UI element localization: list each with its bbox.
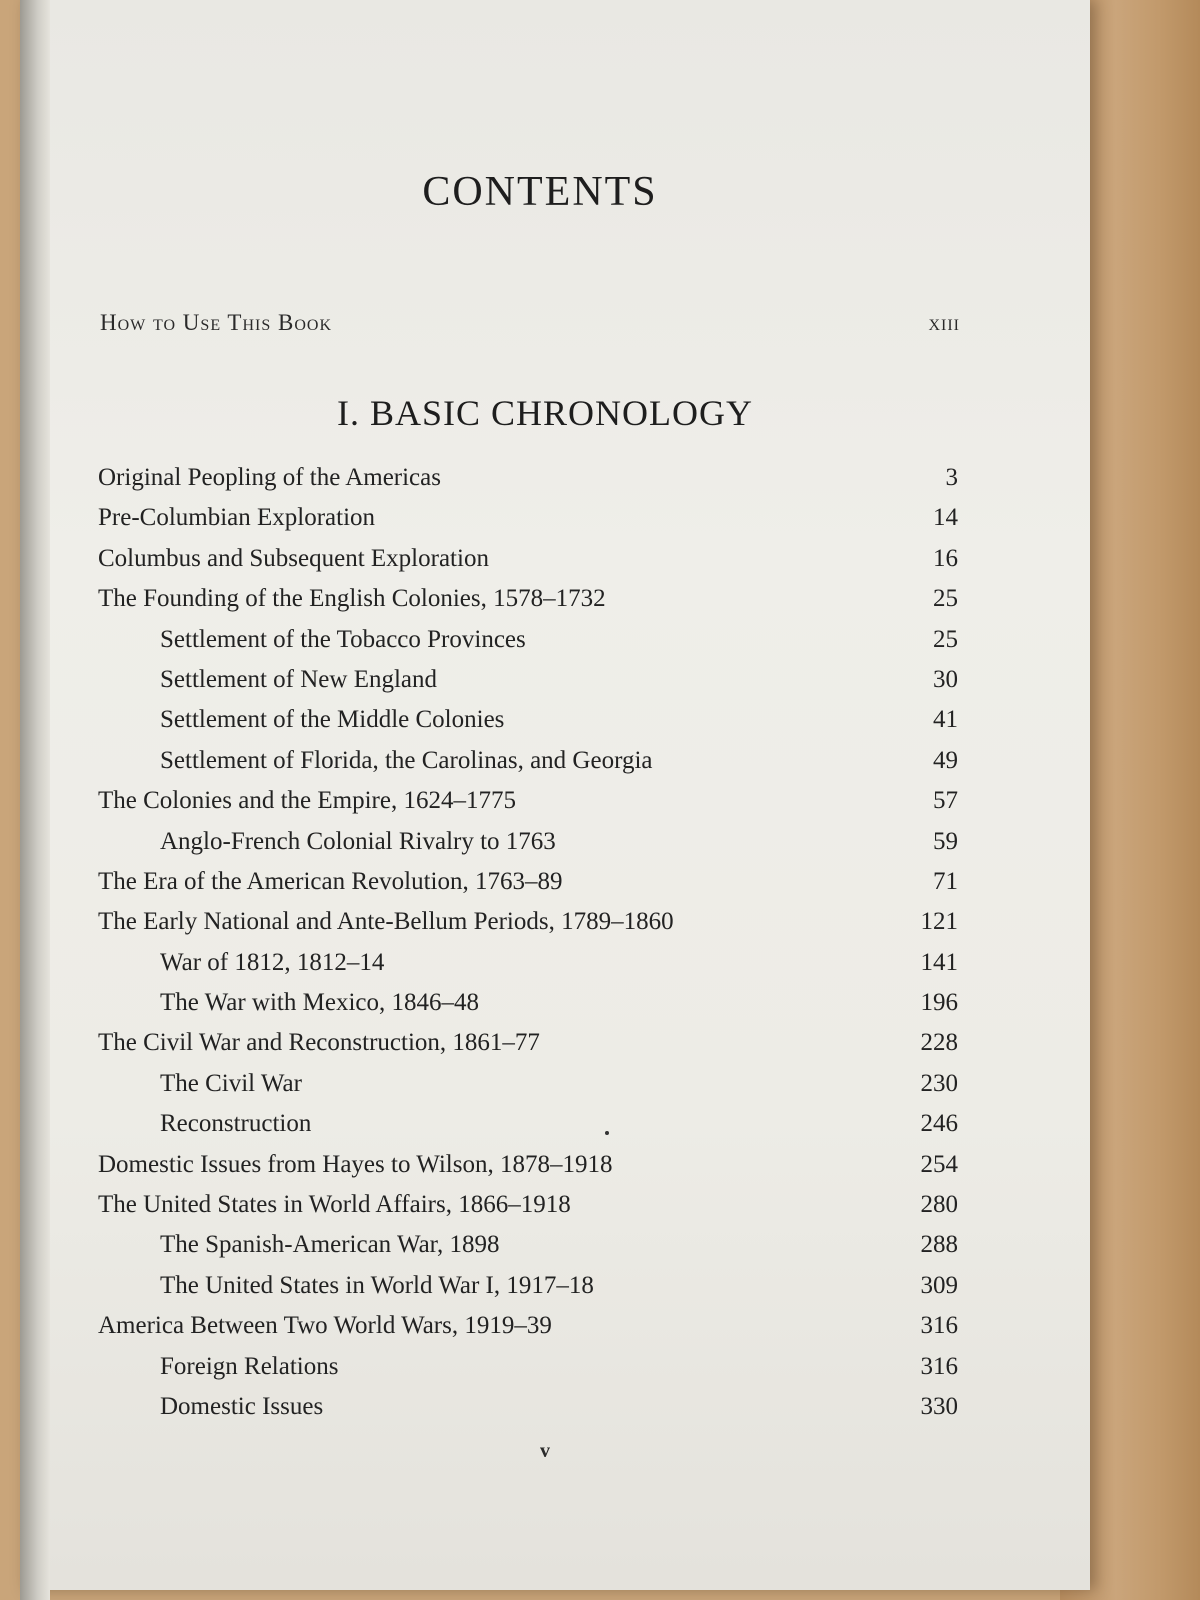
entry-page-number: 254 bbox=[920, 1150, 958, 1178]
contents-entry[interactable] bbox=[98, 458, 958, 498]
page-gutter-shadow bbox=[20, 0, 50, 1600]
contents-subentry[interactable] bbox=[98, 660, 958, 700]
entry-title: The Colonies and the Empire, 1624–1775 bbox=[98, 787, 516, 815]
contents-subentry[interactable] bbox=[98, 620, 958, 660]
entry-page-number: 121 bbox=[920, 908, 958, 936]
contents-subentry[interactable] bbox=[98, 943, 958, 983]
how-to-use-page: xiii bbox=[928, 310, 960, 335]
entry-page-number: 14 bbox=[933, 504, 958, 532]
entry-title: The Founding of the English Colonies, 1578–1732 bbox=[98, 585, 606, 613]
entry-page-number: 309 bbox=[920, 1271, 958, 1299]
entry-page-number: 330 bbox=[920, 1392, 958, 1420]
entry-title: The Civil War bbox=[160, 1069, 302, 1097]
entry-title: The United States in World War I, 1917–18 bbox=[160, 1271, 594, 1299]
contents-subentry[interactable] bbox=[98, 983, 958, 1023]
entry-page-number: 316 bbox=[920, 1352, 958, 1380]
entry-title: Settlement of the Tobacco Provinces bbox=[160, 625, 526, 653]
entry-title: Domestic Issues from Hayes to Wilson, 1878–1918 bbox=[98, 1150, 613, 1178]
entry-title: Foreign Relations bbox=[160, 1352, 339, 1380]
entry-page-number: 280 bbox=[920, 1191, 958, 1219]
page-title: CONTENTS bbox=[422, 169, 658, 215]
contents-subentry[interactable] bbox=[98, 1266, 958, 1306]
entry-page-number: 196 bbox=[920, 989, 958, 1017]
contents-subentry[interactable] bbox=[98, 1104, 958, 1144]
contents-subentry[interactable] bbox=[98, 700, 958, 740]
entry-title: The Early National and Ante-Bellum Periods, 1789–1860 bbox=[98, 908, 674, 936]
entry-title: Pre-Columbian Exploration bbox=[98, 504, 376, 532]
contents-entry[interactable] bbox=[98, 1023, 958, 1063]
entry-page-number: 57 bbox=[933, 787, 958, 815]
entry-title: Original Peopling of the Americas bbox=[98, 464, 441, 491]
contents-subentry[interactable] bbox=[98, 1225, 958, 1265]
page-folio: v bbox=[540, 1440, 550, 1462]
contents-entry[interactable] bbox=[98, 539, 958, 579]
contents-subentry[interactable] bbox=[98, 1347, 958, 1387]
how-to-use-label: How to Use This Book bbox=[100, 310, 333, 335]
entry-page-number: 41 bbox=[933, 706, 958, 734]
entry-page-number: 71 bbox=[933, 867, 958, 895]
contents-subentry[interactable] bbox=[98, 1064, 958, 1104]
entry-title: America Between Two World Wars, 1919–39 bbox=[98, 1312, 552, 1340]
entry-title: Domestic Issues bbox=[160, 1392, 324, 1420]
entry-title: The Era of the American Revolution, 1763–89 bbox=[98, 867, 563, 895]
contents-subentry[interactable] bbox=[98, 741, 958, 781]
entry-page-number: 230 bbox=[920, 1069, 958, 1097]
entry-title: The War with Mexico, 1846–48 bbox=[160, 989, 479, 1017]
contents-entry[interactable] bbox=[98, 498, 958, 538]
entry-title: The Spanish-American War, 1898 bbox=[160, 1231, 500, 1259]
bleed-through-text bbox=[250, 20, 1010, 280]
entry-page-number: 25 bbox=[933, 585, 958, 613]
book-page bbox=[20, 0, 1090, 1590]
entry-title: War of 1812, 1812–14 bbox=[160, 948, 385, 976]
entry-page-number: 316 bbox=[920, 1312, 958, 1340]
ink-speck bbox=[605, 1131, 609, 1135]
contents-entry[interactable] bbox=[98, 579, 958, 619]
entry-page-number: 59 bbox=[933, 827, 958, 855]
entry-title: Settlement of New England bbox=[160, 665, 438, 693]
contents-subentry[interactable] bbox=[98, 1387, 958, 1427]
contents-list bbox=[98, 458, 958, 1427]
contents-entry[interactable] bbox=[98, 862, 958, 902]
contents-entry[interactable] bbox=[98, 1306, 958, 1346]
entry-title: The United States in World Affairs, 1866–1918 bbox=[98, 1191, 571, 1219]
entry-page-number: 288 bbox=[920, 1231, 958, 1259]
section-heading: I. BASIC CHRONOLOGY bbox=[336, 393, 754, 433]
contents-entry[interactable] bbox=[98, 1145, 958, 1185]
contents-entry[interactable] bbox=[98, 902, 958, 942]
entry-page-number: 3 bbox=[945, 464, 958, 491]
entry-page-number: 49 bbox=[933, 746, 958, 774]
entry-page-number: 25 bbox=[933, 625, 958, 653]
entry-title: Settlement of Florida, the Carolinas, and Georgia bbox=[160, 746, 653, 774]
entry-page-number: 16 bbox=[933, 544, 958, 572]
entry-page-number: 228 bbox=[920, 1029, 958, 1057]
entry-page-number: 30 bbox=[933, 665, 958, 693]
entry-title: The Civil War and Reconstruction, 1861–77 bbox=[98, 1029, 540, 1057]
contents-entry[interactable] bbox=[98, 781, 958, 821]
entry-page-number: 141 bbox=[920, 948, 958, 976]
contents-subentry[interactable] bbox=[98, 822, 958, 862]
entry-title: Anglo-French Colonial Rivalry to 1763 bbox=[160, 827, 556, 855]
contents-entry[interactable] bbox=[98, 1185, 958, 1225]
entry-title: Settlement of the Middle Colonies bbox=[160, 706, 505, 734]
entry-page-number: 246 bbox=[920, 1110, 958, 1138]
entry-title: Columbus and Subsequent Exploration bbox=[98, 544, 489, 572]
entry-title: Reconstruction bbox=[160, 1110, 312, 1138]
